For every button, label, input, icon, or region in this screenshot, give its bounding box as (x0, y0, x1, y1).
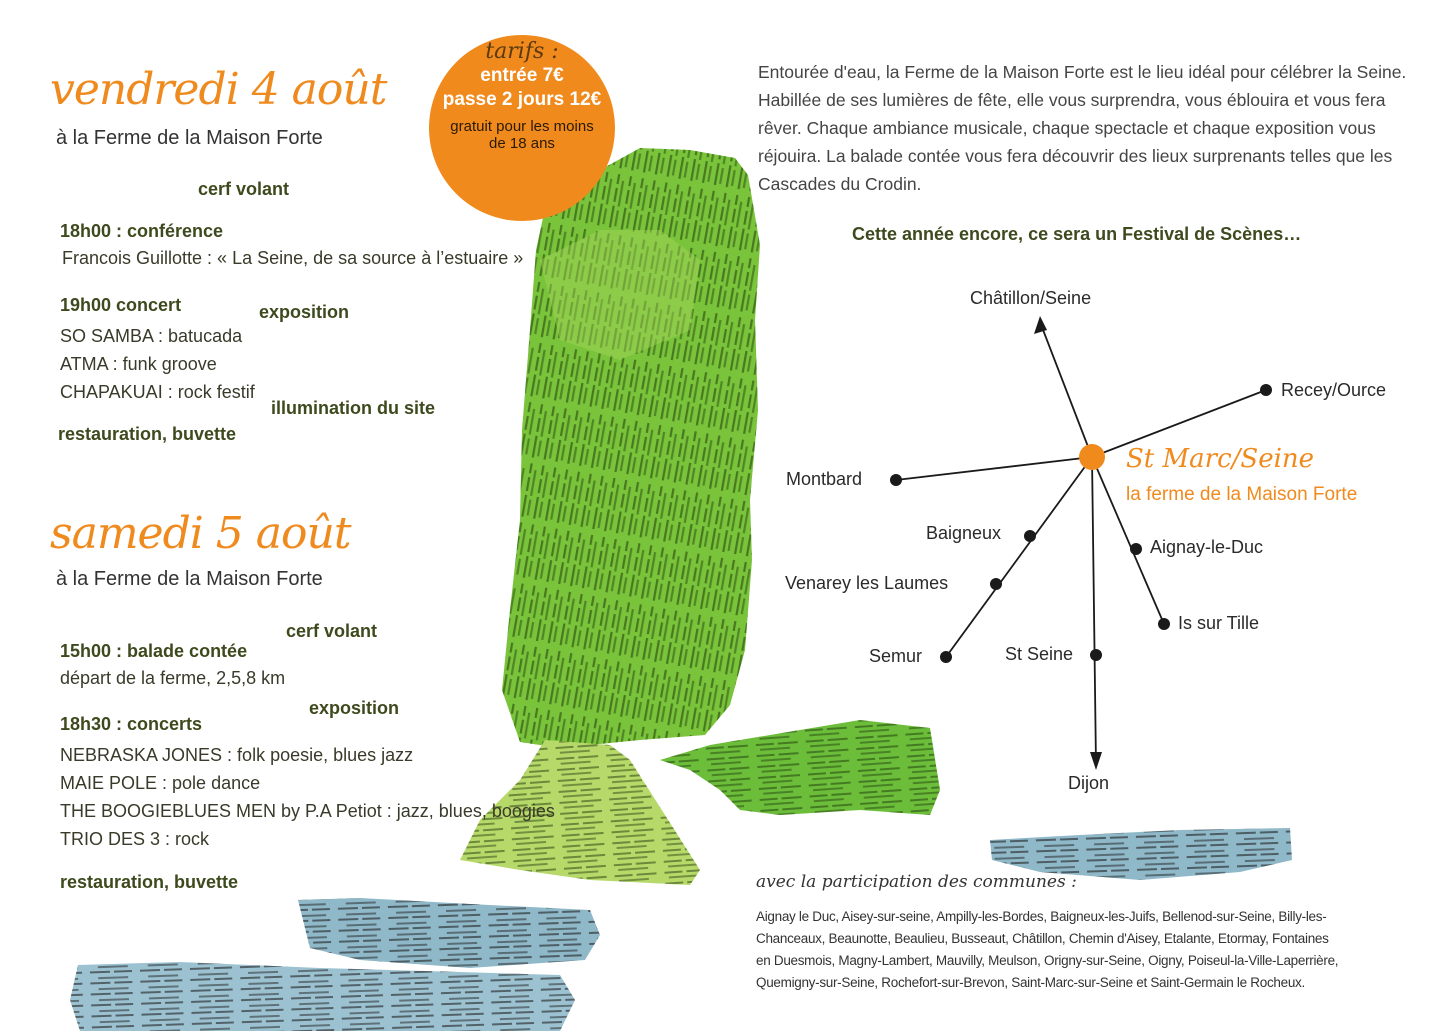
saturday-act: NEBRASKA JONES : folk poesie, blues jazz (60, 745, 414, 765)
saturday-balade-detail: départ de la ferme, 2,5,8 km (60, 668, 286, 688)
saturday-exposition: exposition (309, 698, 400, 718)
friday-act: SO SAMBA : batucada (60, 326, 243, 346)
tarifs-title: tarifs : (485, 39, 559, 64)
friday-venue: à la Ferme de la Maison Forte (56, 127, 323, 149)
dot-issur (1158, 618, 1170, 630)
participation-title: avec la participation des communes : (756, 872, 1077, 892)
line-dijon (1092, 457, 1096, 765)
dot-venarey (990, 578, 1002, 590)
friday-exposition: exposition (259, 302, 350, 322)
line-montbard (896, 457, 1092, 480)
dot-recey (1260, 384, 1272, 396)
label-stseine: St Seine (1005, 644, 1074, 664)
line-semur (946, 457, 1092, 657)
friday-restauration: restauration, buvette (58, 424, 237, 444)
saturday-venue: à la Ferme de la Maison Forte (56, 568, 323, 590)
saturday-act: MAIE POLE : pole dance (60, 773, 261, 793)
dot-center (1079, 444, 1105, 470)
intro-paragraph: Entourée d'eau, la Ferme de la Maison Forte est le lieu idéal pour célébrer la Seine. Habillée de ses lumières de fête, elle vous surprendra, vous éblouira et vous fera rêver. Chaque ambiance musicale, chaque spectacle et chaque exposition vous réjouira. La balade contée vous fera découvrir des lieux surprenants telles que les Cascades du Crodin. (758, 62, 1407, 194)
saturday-concert-title: 18h30 : concerts (60, 714, 203, 734)
saturday-act: THE BOOGIEBLUES MEN by P.A Petiot : jazz, blues, boogies (60, 801, 555, 821)
saturday-balade-title: 15h00 : balade contée (60, 641, 248, 661)
festival-line: Cette année encore, ce sera un Festival de Scènes… (852, 224, 1302, 244)
friday-conference-title: 18h00 : conférence (60, 221, 224, 241)
label-dijon: Dijon (1068, 773, 1110, 793)
saturday-cerf-volant: cerf volant (286, 621, 378, 641)
label-semur: Semur (869, 646, 923, 666)
friday-cerf-volant: cerf volant (198, 179, 290, 199)
friday-concert-title: 19h00 concert (60, 295, 182, 315)
friday-act: CHAPAKUAI : rock festif (60, 382, 255, 402)
label-recey: Recey/Ource (1281, 380, 1387, 400)
saturday-act: TRIO DES 3 : rock (60, 829, 210, 849)
saturday-restauration: restauration, buvette (60, 872, 239, 892)
dot-semur (940, 651, 952, 663)
tarifs-gratuit: gratuit pour les moins de 18 ans (450, 118, 594, 152)
dot-stseine (1090, 649, 1102, 661)
friday-conference-detail: Francois Guillotte : « La Seine, de sa source à l’estuaire » (62, 248, 524, 268)
label-center-sub: la ferme de la Maison Forte (1126, 484, 1358, 505)
dot-baigneux (1024, 530, 1036, 542)
arrow-dijon (1090, 752, 1102, 770)
saturday-title: samedi 5 août (50, 508, 351, 559)
arrow-chatillon (1034, 316, 1047, 334)
friday-title: vendredi 4 août (50, 64, 387, 115)
communes-list: Aignay le Duc, Aisey-sur-seine, Ampilly-les-Bordes, Baigneux-les-Juifs, Bellenod-sur-Seine, Billy-les-Chanceaux, Beaunotte, Beaulieu, Busseaut, Châtillon, Chemin d'Aisey, Etalante, Etormay, Fontaines en Duesmois, Magny-Lambert, Mauvilly, Meulson, Origny-sur-Seine, Oigny, Poiseul-la-Ville-Laperrière, Quemigny-sur-Seine, Rochefort-sur-Brevon, Saint-Marc-sur-Seine et Saint-Germain le Rocheux. (756, 909, 1339, 990)
tarifs-entree: entrée 7€ (480, 65, 564, 86)
label-montbard: Montbard (786, 469, 863, 489)
label-venarey: Venarey les Laumes (785, 573, 949, 593)
dot-aignay (1130, 543, 1142, 555)
label-baigneux: Baigneux (926, 523, 1002, 543)
friday-illumination: illumination du site (271, 398, 436, 418)
label-issur: Is sur Tille (1178, 613, 1260, 633)
label-aignay: Aignay-le-Duc (1150, 537, 1264, 557)
friday-act: ATMA : funk groove (60, 354, 217, 374)
tarifs-passe: passe 2 jours 12€ (442, 89, 602, 110)
dot-montbard (890, 474, 902, 486)
line-chatillon (1040, 322, 1092, 457)
label-chatillon: Châtillon/Seine (970, 288, 1092, 308)
label-center-name: St Marc/Seine (1126, 444, 1315, 474)
